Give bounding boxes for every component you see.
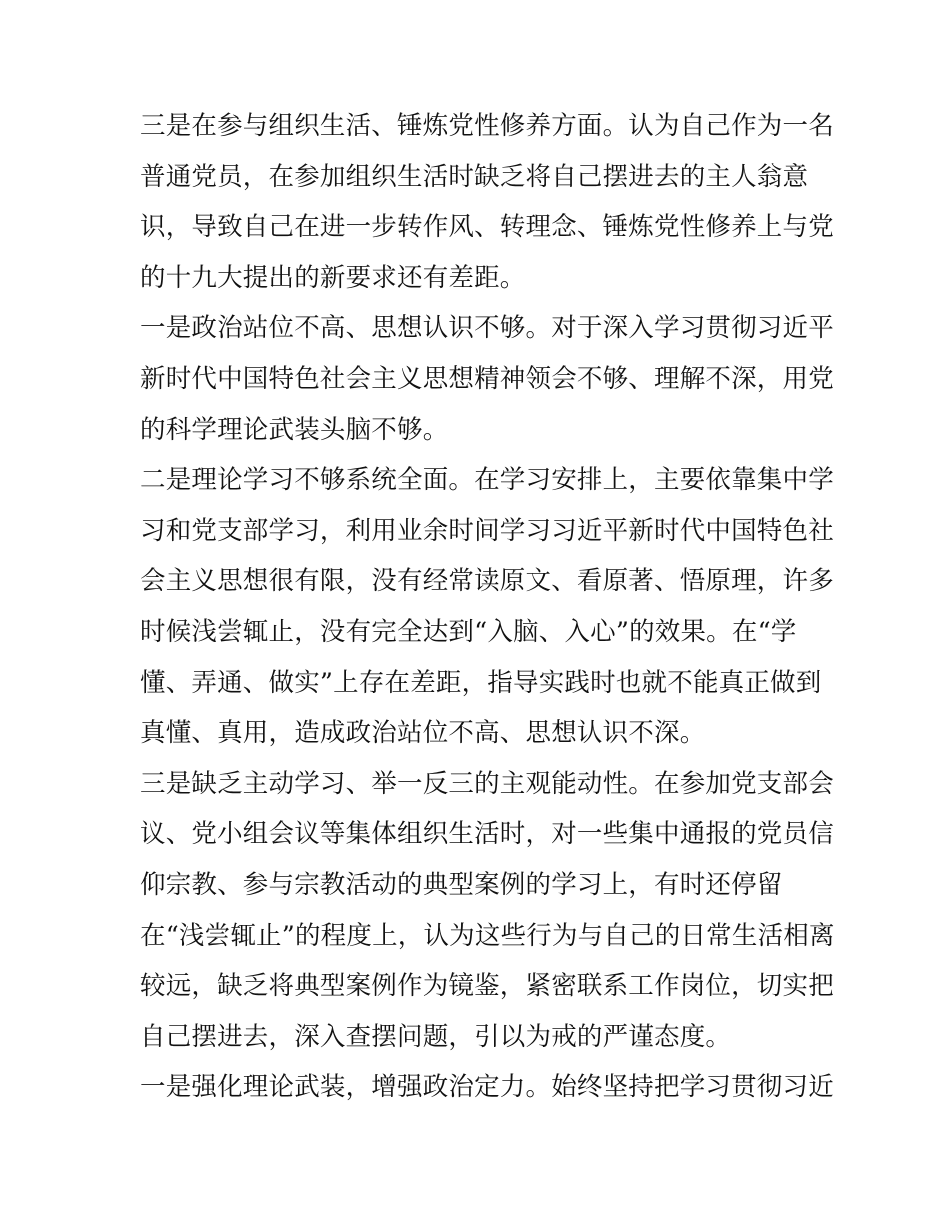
text-line: 仰宗教、参与宗教活动的典型案例的学习上，有时还停留	[140, 869, 783, 900]
document-body	[140, 101, 835, 1113]
text-line: 的十九大提出的新要求还有差距。	[140, 262, 526, 293]
text-line: 识，导致自己在进一步转作风、转理念、锤炼党性修养上与党	[140, 212, 834, 243]
text-line: 一是强化理论武装，增强政治定力。始终坚持把学习贯彻习近	[140, 1072, 834, 1103]
text-line: 在“浅尝辄止”的程度上，认为这些行为与自己的日常生活相离	[140, 920, 835, 951]
text-line: 的科学理论武装头脑不够。	[140, 414, 449, 445]
text-line: 三是缺乏主动学习、举一反三的主观能动性。在参加党支部会	[140, 768, 834, 799]
text-line: 新时代中国特色社会主义思想精神领会不够、理解不深，用党	[140, 363, 834, 394]
text-line: 懂、弄通、做实”上存在差距，指导实践时也就不能真正做到	[140, 667, 822, 698]
text-line: 二是理论学习不够系统全面。在学习安排上，主要依靠集中学	[140, 465, 834, 496]
text-line: 普通党员，在参加组织生活时缺乏将自己摆进去的主人翁意	[140, 161, 809, 192]
text-line: 三是在参与组织生活、锤炼党性修养方面。认为自己作为一名	[140, 111, 834, 141]
text-line: 自己摆进去，深入查摆问题，引以为戒的严谨态度。	[140, 1021, 732, 1052]
text-line: 较远，缺乏将典型案例作为镜鉴，紧密联系工作岗位，切实把	[140, 971, 834, 1002]
text-line: 一是政治站位不高、思想认识不够。对于深入学习贯彻习近平	[140, 313, 834, 344]
text-line: 时候浅尝辄止，没有完全达到“入脑、入心”的效果。在“学	[140, 616, 797, 647]
text-line: 习和党支部学习，利用业余时间学习习近平新时代中国特色社	[140, 515, 834, 546]
text-line: 会主义思想很有限，没有经常读原文、看原著、悟原理，许多	[140, 566, 834, 597]
text-line: 议、党小组会议等集体组织生活时，对一些集中通报的党员信	[140, 819, 834, 850]
text-line: 真懂、真用，造成政治站位不高、思想认识不深。	[140, 718, 706, 749]
